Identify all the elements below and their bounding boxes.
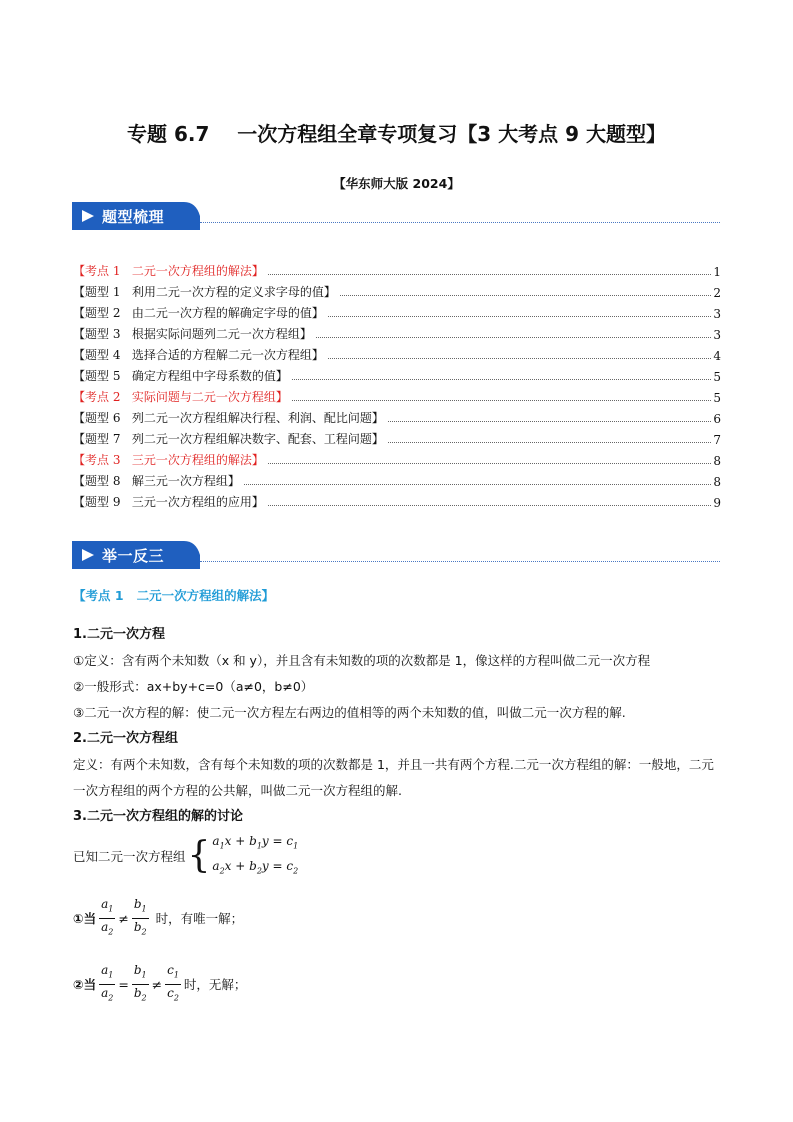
divider <box>200 222 720 223</box>
system-definition-text: 定义：有两个未知数，含有每个未知数的项的次数都是 1，并且一共有两个方程.二元一次方程组的解：一般地，二元一次方程组的两个方程的公共解，叫做二元一次方程组的解. <box>73 757 714 798</box>
toc-item[interactable]: 【考点 1 二元一次方程组的解法】 1 <box>73 264 721 279</box>
toc-item[interactable]: 【题型 9 三元一次方程组的应用】 9 <box>73 495 721 510</box>
toc-item[interactable]: 【考点 3 三元一次方程组的解法】 8 <box>73 453 721 468</box>
toc-item[interactable]: 【题型 5 确定方程组中字母系数的值】 5 <box>73 369 721 384</box>
toc-item[interactable]: 【题型 4 选择合适的方程解二元一次方程组】 4 <box>73 348 721 363</box>
heading-solution-discussion: 3.二元一次方程组的解的讨论 <box>73 809 243 824</box>
fraction-c: $\frac{c_1}{c_2}$ <box>167 963 179 1002</box>
brace: { <box>187 835 211 876</box>
case-unique-solution: ①当 $\frac{a_1}{a_2}$ ≠ $\frac{b_1}{b_2}$ 时，有唯一解； <box>73 896 723 940</box>
toc-item[interactable]: 【题型 2 由二元一次方程的解确定字母的值】 3 <box>73 306 721 321</box>
toc-item[interactable]: 【题型 7 列二元一次方程组解决数字、配套、工程问题】 7 <box>73 432 721 447</box>
banner-examples <box>72 541 720 569</box>
fraction-b: $\frac{b_1}{b_2}$ <box>133 963 147 1002</box>
play-icon <box>82 210 94 222</box>
known-label: 已知二元一次方程组 <box>73 849 186 864</box>
banner-label: 题型梳理 <box>102 208 165 226</box>
case-2-suffix: 时，无解； <box>183 977 247 992</box>
section-heading: 【考点 1 二元一次方程组的解法】 <box>73 588 275 603</box>
general-form-text: ②一般形式：ax+by+c=0（a≠0，b≠0） <box>73 679 314 694</box>
play-icon <box>82 549 94 561</box>
definition-text: ①定义：含有两个未知数（x 和 y），并且含有未知数的项的次数都是 1，像这样的方程叫做二元一次方程 <box>73 653 651 668</box>
page-subtitle: 【华东师大版 2024】 <box>333 176 460 191</box>
solution-text: ③二元一次方程的解：使二元一次方程左右两边的值相等的两个未知数的值，叫做二元一次方程的解. <box>73 705 626 720</box>
fraction-a: $\frac{a_1}{a_2}$ <box>101 897 114 936</box>
toc-item[interactable]: 【题型 8 解三元一次方程组】 8 <box>73 474 721 489</box>
banner-label: 举一反三 <box>102 547 165 565</box>
case-no-solution: ②当 $\frac{a_1}{a_2}$ = $\frac{b_1}{b_2}$ ≠ $\frac{c_1}{c_2}$ 时，无解； <box>73 962 723 1006</box>
case-1-suffix: 时，有唯一解； <box>155 911 244 926</box>
page-title: 专题 6.7 一次方程组全章专项复习【3 大考点 9 大题型】 <box>127 122 666 146</box>
body-content <box>73 622 723 1006</box>
case-2-prefix: ②当 <box>73 977 97 992</box>
case-1-prefix: ①当 <box>73 911 97 926</box>
fraction-a: $\frac{a_1}{a_2}$ <box>101 963 114 1002</box>
divider <box>200 561 720 562</box>
system-equations: $a_1x + b_1y = c_1$ $a_2x + b_2y = c_2$ <box>212 833 299 876</box>
toc-item[interactable]: 【考点 2 实际问题与二元一次方程组】 5 <box>73 390 721 405</box>
fraction-b: $\frac{b_1}{b_2}$ <box>133 897 147 936</box>
heading-equation-system: 2.二元一次方程组 <box>73 731 178 746</box>
heading-linear-equation: 1.二元一次方程 <box>73 627 165 642</box>
toc-item[interactable]: 【题型 1 利用二元一次方程的定义求字母的值】 2 <box>73 285 721 300</box>
toc-item[interactable]: 【题型 6 列二元一次方程组解决行程、利润、配比问题】 6 <box>73 411 721 426</box>
equation-system <box>73 832 723 880</box>
toc-item[interactable]: 【题型 3 根据实际问题列二元一次方程组】 3 <box>73 327 721 342</box>
table-of-contents <box>73 258 721 510</box>
banner-question-types <box>72 202 720 230</box>
